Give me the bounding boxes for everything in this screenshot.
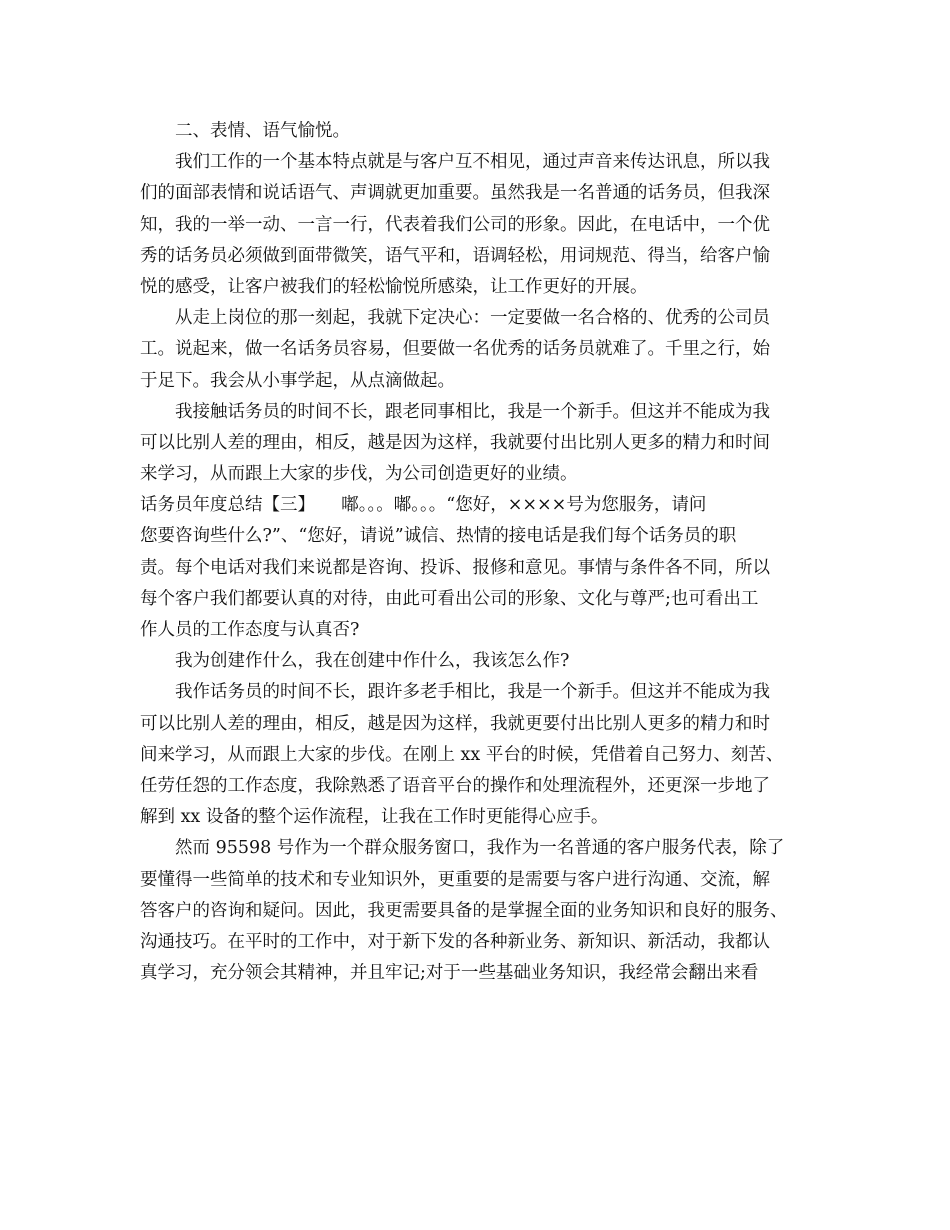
paragraph-line: 秀的话务员必须做到面带微笑，语气平和，语调轻松，用词规范、得当，给客户愉 bbox=[140, 245, 770, 266]
paragraph-line: 任劳任怨的工作态度，我除熟悉了语音平台的操作和处理流程外，还更深一步地了 bbox=[140, 775, 770, 796]
paragraph-line: 于足下。我会从小事学起，从点滴做起。 bbox=[140, 370, 455, 391]
paragraph-line: 知，我的一举一动、一言一行，代表着我们公司的形象。因此，在电话中，一个优 bbox=[140, 214, 770, 235]
paragraph-line: 工。说起来，做一名话务员容易，但要做一名优秀的话务员就难了。千里之行，始 bbox=[140, 339, 770, 360]
paragraph-line: 我们工作的一个基本特点就是与客户互不相见，通过声音来传达讯息，所以我 bbox=[175, 152, 770, 173]
paragraph-line: 我作话务员的时间不长，跟许多老手相比，我是一个新手。但这并不能成为我 bbox=[175, 682, 770, 703]
paragraph-line: 责。每个电话对我们来说都是咨询、投诉、报修和意见。事情与条件各不同，所以 bbox=[140, 557, 770, 578]
paragraph-line: 沟通技巧。在平时的工作中，对于新下发的各种新业务、新知识、新活动，我都认 bbox=[140, 931, 770, 952]
paragraph-line: 真学习，充分领会其精神，并且牢记;对于一些基础业务知识，我经常会翻出来看 bbox=[140, 963, 759, 984]
paragraph-line: 要懂得一些简单的技术和专业知识外，更重要的是需要与客户进行沟通、交流，解 bbox=[140, 869, 770, 890]
paragraph-line: 我为创建作什么，我在创建中作什么，我该怎么作? bbox=[175, 651, 570, 672]
paragraph-line: 间来学习，从而跟上大家的步伐。在刚上 xx 平台的时候，凭借着自己努力、刻苦、 bbox=[140, 744, 784, 765]
paragraph-line: 作人员的工作态度与认真否? bbox=[140, 620, 360, 640]
paragraph-line: 我接触话务员的时间不长，跟老同事相比，我是一个新手。但这并不能成为我 bbox=[175, 401, 770, 422]
paragraph-line: 可以比别人差的理由，相反，越是因为这样，我就更要付出比别人更多的精力和时 bbox=[140, 713, 770, 734]
paragraph-line: 您要咨询些什么?”、“您好，请说”诚信、热情的接电话是我们每个话务员的职 bbox=[140, 526, 737, 547]
paragraph-line: 每个客户我们都要认真的对待，由此可看出公司的形象、文化与尊严;也可看出工 bbox=[140, 588, 759, 609]
paragraph-line: 悦的感受，让客户被我们的轻松愉悦所感染，让工作更好的开展。 bbox=[140, 276, 648, 297]
paragraph-line: 可以比别人差的理由，相反，越是因为这样，我就要付出比别人更多的精力和时间 bbox=[140, 432, 770, 453]
paragraph-line: 从走上岗位的那一刻起，我就下定决心：一定要做一名合格的、优秀的公司员 bbox=[175, 308, 770, 329]
section-title-line: 话务员年度总结【三】 嘟。。。嘟。。。“您好，××××号为您服务，请问 bbox=[140, 495, 707, 516]
paragraph-line: 们的面部表情和说话语气、声调就更加重要。虽然我是一名普通的话务员，但我深 bbox=[140, 183, 770, 204]
section-heading: 二、表情、语气愉悦。 bbox=[175, 121, 350, 141]
paragraph-line: 答客户的咨询和疑问。因此，我更需要具备的是掌握全面的业务知识和良好的服务、 bbox=[140, 900, 788, 921]
document-body bbox=[140, 116, 830, 989]
paragraph-line: 解到 xx 设备的整个运作流程，让我在工作时更能得心应手。 bbox=[140, 807, 609, 828]
paragraph-line: 然而 95598 号作为一个群众服务窗口，我作为一名普通的客户服务代表，除了 bbox=[175, 838, 785, 859]
paragraph-line: 来学习，从而跟上大家的步伐，为公司创造更好的业绩。 bbox=[140, 464, 578, 485]
